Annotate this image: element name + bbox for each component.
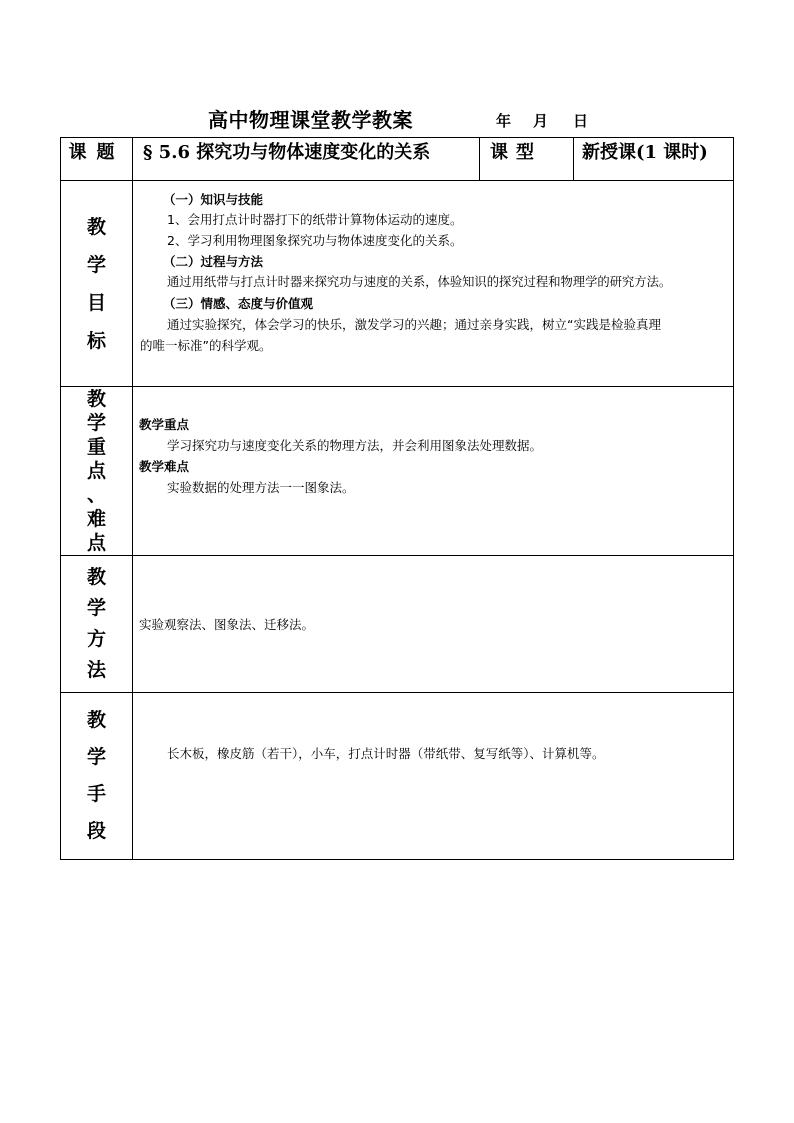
difficulty-title: 教学难点 xyxy=(139,459,190,474)
methods-text: 实验观察法、图象法、迁移法。 xyxy=(139,617,315,632)
topic-label: 课题 xyxy=(61,138,133,181)
objectives-attitude-text-line-2: 的唯一标准”的科学观。 xyxy=(140,338,272,353)
label-char: 教 xyxy=(86,566,106,588)
objectives-process-text: 通过用纸带与打点计时器来探究功与速度的关系，体验知识的探究过程和物理学的研究方法。 xyxy=(167,275,672,289)
topic-title: § 5.6 探究功与物体速度变化的关系 xyxy=(133,138,480,181)
label-char: 教 xyxy=(86,388,106,410)
page-title: 高中物理课堂教学教案 xyxy=(208,108,413,132)
means-row xyxy=(61,693,734,860)
objectives-attitude-text-line-1: 通过实验探究，体会学习的快乐，激发学习的兴趣；通过亲身实践，树立“实践是检验真理 xyxy=(167,317,661,332)
label-char: 方 xyxy=(86,628,106,650)
date-month-label: 月 xyxy=(533,112,549,130)
label-char: 重 xyxy=(86,436,106,458)
key-points-label xyxy=(61,387,133,556)
methods-row xyxy=(61,556,734,693)
label-char: 学 xyxy=(86,412,106,434)
label-char: 教 xyxy=(86,709,106,731)
focus-title: 教学重点 xyxy=(139,417,190,432)
label-char: 学 xyxy=(86,746,106,768)
key-points-row xyxy=(61,387,734,556)
label-char: 点 xyxy=(86,532,106,554)
objectives-content xyxy=(133,181,734,387)
label-char: 段 xyxy=(86,820,106,842)
label-char: 点 xyxy=(86,460,106,482)
label-char: 法 xyxy=(86,659,106,681)
objectives-knowledge-item-1: 1、会用打点计时器打下的纸带计算物体运动的速度。 xyxy=(167,212,463,227)
methods-label xyxy=(61,556,133,693)
label-char: 目 xyxy=(86,291,106,314)
label-char: 手 xyxy=(86,783,106,805)
lesson-type-value: 新授课(1 课时) xyxy=(574,138,734,181)
objectives-row xyxy=(61,181,734,387)
objectives-label xyxy=(61,181,133,387)
date-year-label: 年 xyxy=(496,112,512,130)
date-day-label: 日 xyxy=(573,112,589,130)
key-points-content xyxy=(133,387,734,556)
label-char: 难 xyxy=(86,508,106,530)
label-char: 、 xyxy=(86,484,106,506)
objectives-section-knowledge-title: （一）知识与技能 xyxy=(163,192,264,207)
label-char: 标 xyxy=(86,329,106,352)
difficulty-text: 实验数据的处理方法一一图象法。 xyxy=(167,480,355,495)
focus-text: 学习探究功与速度变化关系的物理方法，并会利用图象法处理数据。 xyxy=(167,438,543,453)
lesson-plan-table xyxy=(60,137,734,860)
means-content xyxy=(133,693,734,860)
label-char: 学 xyxy=(86,253,106,276)
page-header xyxy=(0,104,794,134)
means-text: 长木板，橡皮筋（若干），小车，打点计时器（带纸带、复写纸等）、计算机等。 xyxy=(167,746,605,761)
lesson-type-label: 课型 xyxy=(480,138,574,181)
objectives-knowledge-item-2: 2、学习利用物理图象探究功与物体速度变化的关系。 xyxy=(167,233,463,248)
methods-content xyxy=(133,556,734,693)
label-char: 教 xyxy=(86,215,106,238)
objectives-section-process-title: （二）过程与方法 xyxy=(163,254,264,269)
means-label xyxy=(61,693,133,860)
topic-row xyxy=(61,138,734,181)
label-char: 学 xyxy=(86,597,106,619)
objectives-section-attitude-title: （三）情感、态度与价值观 xyxy=(163,296,314,311)
